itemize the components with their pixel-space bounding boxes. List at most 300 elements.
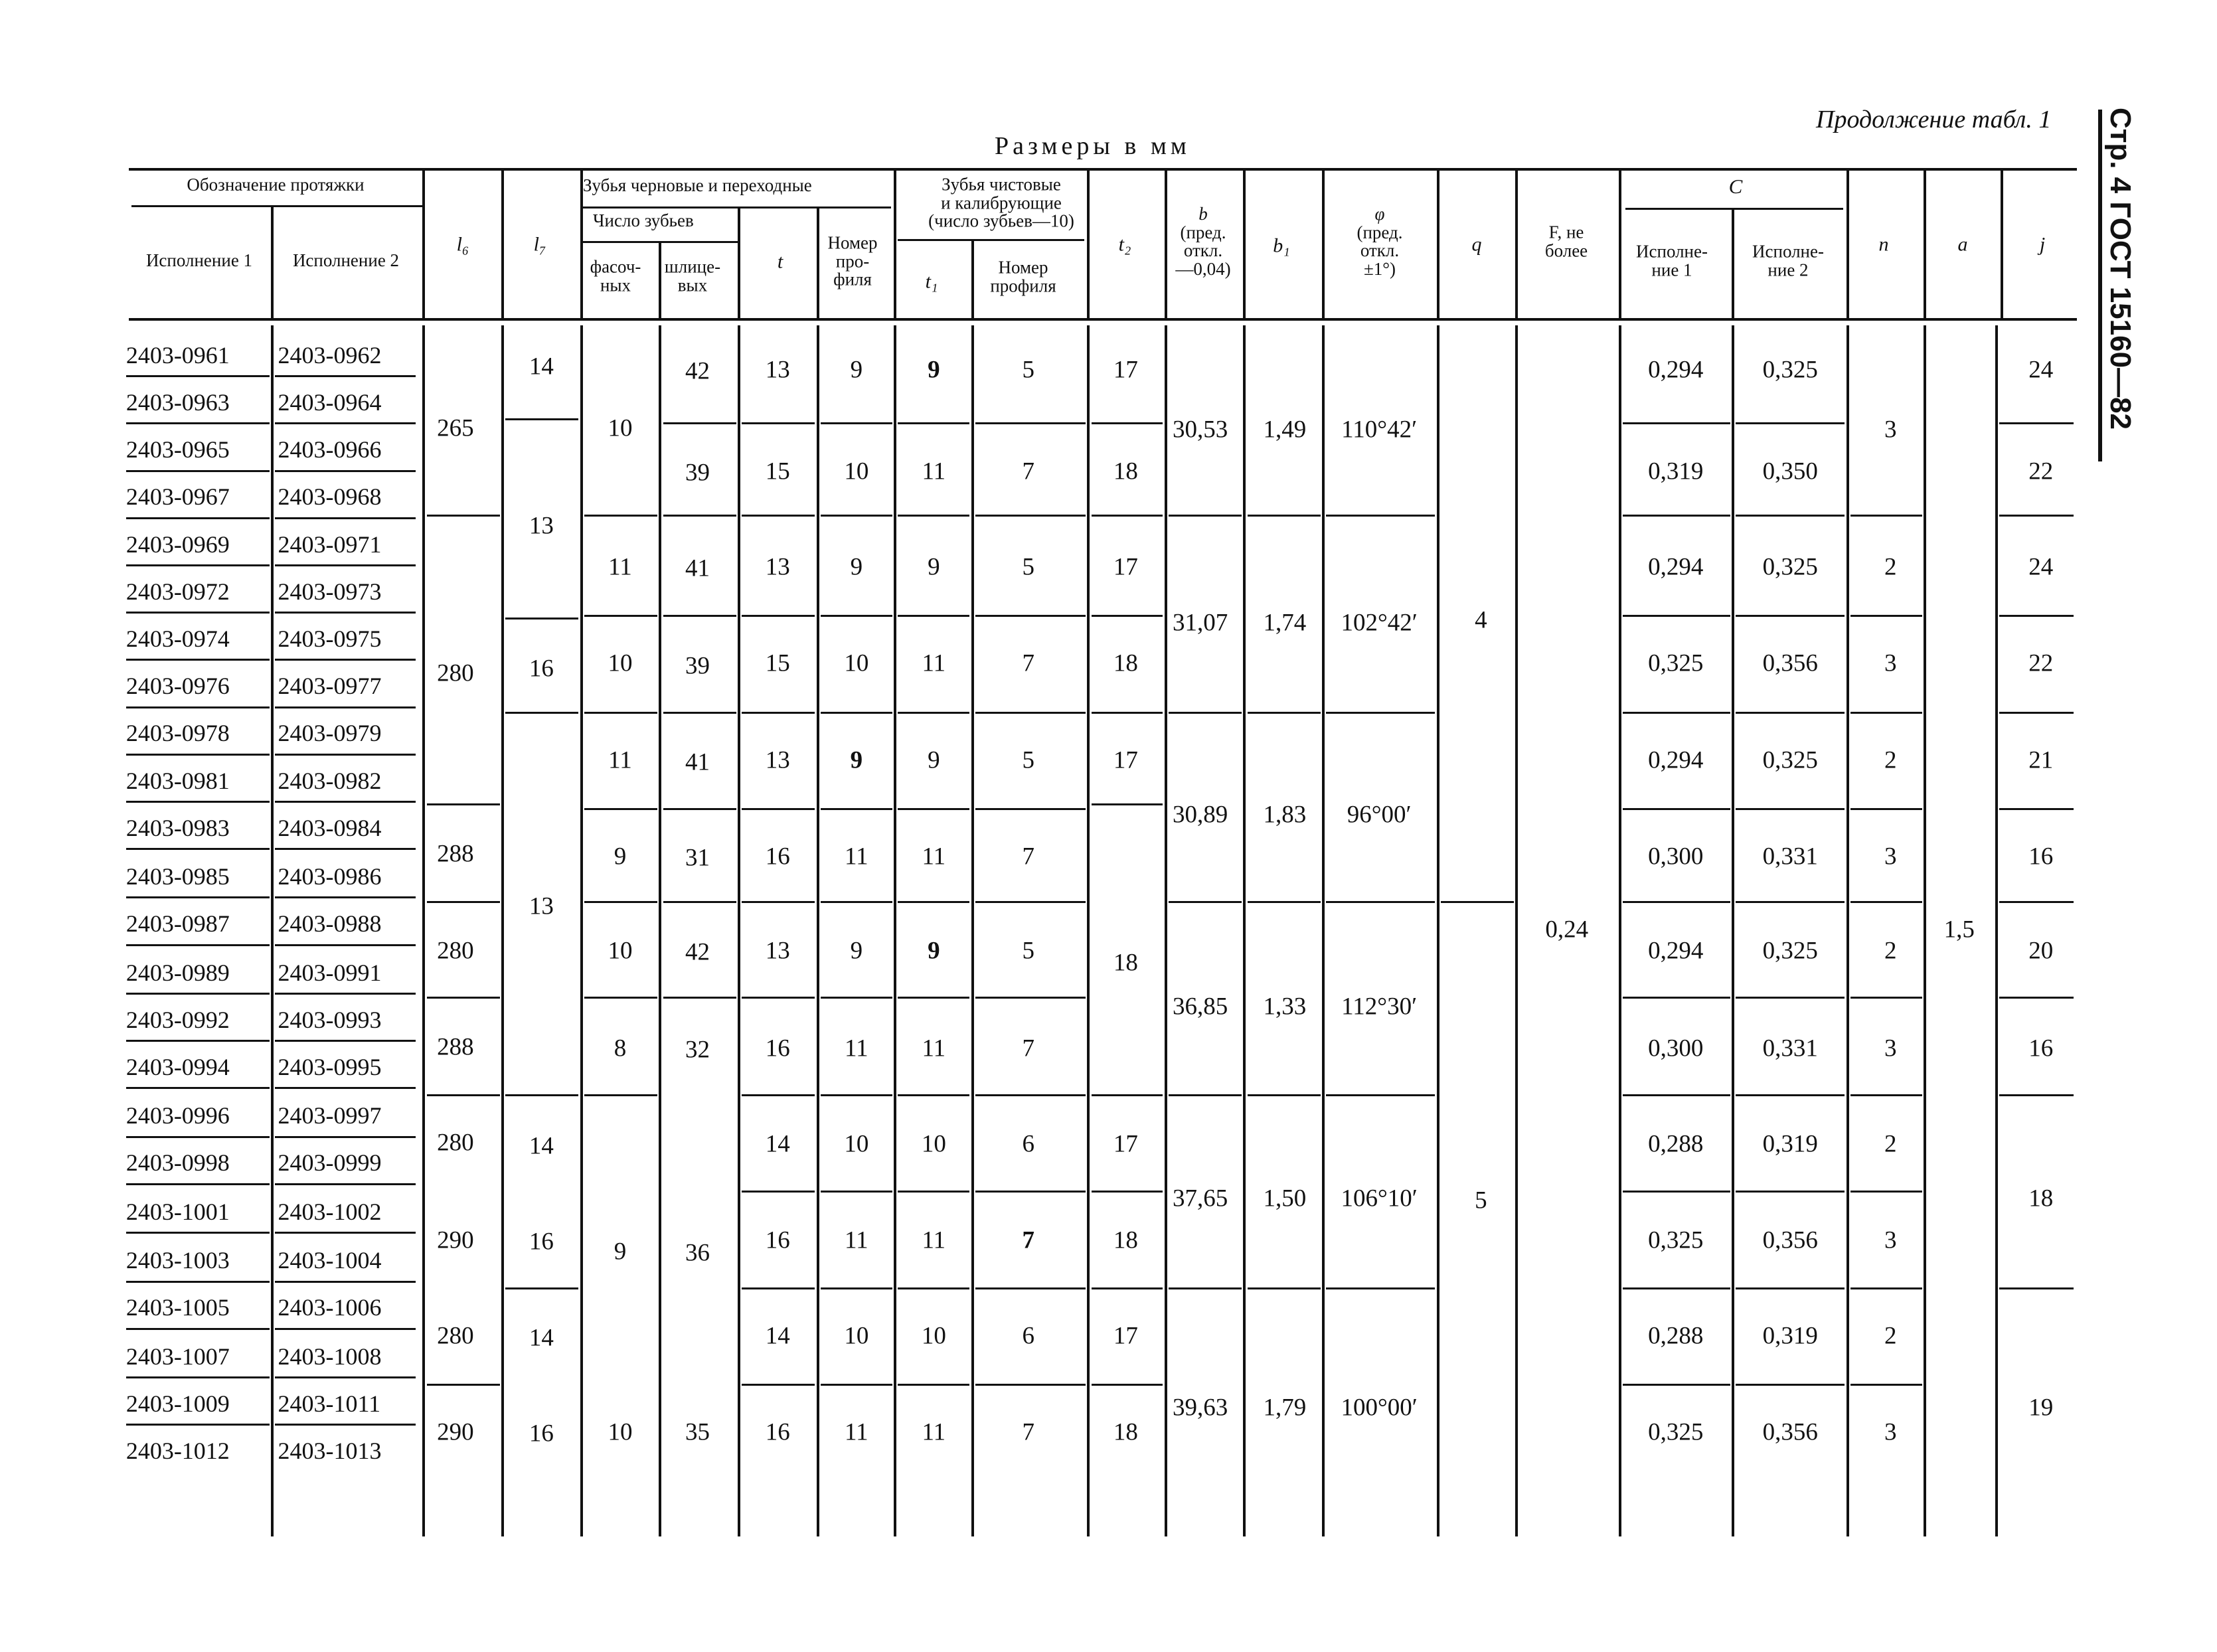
j-separator: [1999, 1287, 2074, 1289]
q-separator: [1441, 901, 1514, 903]
designation-exec2: 2403-0971: [278, 531, 382, 558]
profile-number-header: [827, 234, 877, 289]
header-column-rule: [1924, 169, 1926, 319]
a-header: a: [1957, 233, 1968, 256]
t-separator: [742, 515, 815, 517]
l6-separator: [427, 997, 500, 999]
fasoch-separator: [584, 1094, 657, 1096]
j-value: 22: [2028, 649, 2054, 677]
t2-value: 18: [1113, 1418, 1138, 1446]
t-separator: [742, 808, 815, 810]
j-separator: [1999, 997, 2074, 999]
c-exec1-header-line2: ние 1: [1651, 260, 1692, 280]
l6-value: 280: [437, 659, 474, 687]
shlits-value: 42: [685, 938, 710, 966]
prof2-separator: [975, 1191, 1086, 1193]
t1-separator: [898, 1094, 969, 1096]
code1-underline: [126, 375, 270, 377]
j-header: j: [2039, 233, 2046, 256]
designation-subrule: [131, 205, 424, 207]
c2-separator: [1736, 422, 1845, 424]
profile-value: 9: [850, 937, 863, 965]
c1-value: 0,294: [1648, 553, 1704, 581]
rough-teeth-header: Зубья черновые и переходные: [583, 175, 812, 196]
prof2-separator: [975, 1094, 1086, 1096]
b1-separator: [1248, 1094, 1321, 1096]
code1-underline: [126, 1232, 270, 1234]
t1-separator: [898, 615, 969, 617]
designation-exec1: 2403-0992: [125, 1006, 230, 1033]
header-column-rule: [271, 206, 274, 319]
t2-value: 17: [1113, 553, 1138, 581]
designation-exec1: 2403-0981: [125, 767, 230, 794]
code1-underline: [126, 1328, 270, 1330]
finish-teeth-header: [928, 176, 1074, 231]
units-label: Размеры в мм: [995, 132, 1191, 160]
c1-separator: [1623, 1191, 1730, 1193]
phi-value: 110°42′: [1341, 416, 1418, 444]
c2-separator: [1736, 808, 1845, 810]
body-column-rule: [1515, 325, 1518, 1537]
prof-separator: [821, 515, 892, 517]
body-column-rule: [1243, 325, 1246, 1537]
code2-underline: [275, 659, 415, 661]
l6-separator: [427, 803, 500, 805]
c1-separator: [1623, 1384, 1730, 1386]
code2-underline: [275, 1328, 415, 1330]
code1-underline: [126, 1040, 270, 1042]
profile2-value: 7: [1022, 457, 1034, 485]
fasoch-separator: [584, 808, 657, 810]
shlits-value: 35: [685, 1418, 710, 1446]
t1-separator: [898, 808, 969, 810]
t1-separator: [898, 997, 969, 999]
c2-value: 0,356: [1762, 1226, 1818, 1254]
t2-separator: [1092, 1191, 1163, 1193]
c-exec1-header: [1636, 242, 1708, 279]
n-value: 3: [1884, 843, 1897, 870]
header-column-rule: [1087, 169, 1090, 319]
header-column-rule: [1847, 169, 1849, 319]
l7-separator: [505, 712, 578, 714]
l6-value: 288: [437, 840, 474, 868]
c2-value: 0,331: [1762, 1034, 1818, 1062]
shlits-separator: [663, 515, 736, 517]
t1-separator: [898, 1287, 969, 1289]
phi-value: 96°00′: [1347, 801, 1412, 829]
l7-separator: [505, 418, 578, 420]
prof2-separator: [975, 515, 1086, 517]
phi-header-line4: ±1°): [1363, 258, 1396, 279]
c2-value: 0,331: [1762, 843, 1818, 870]
code2-underline: [275, 612, 415, 614]
phi-header-line3: откл.: [1360, 240, 1400, 260]
profile2-value: 6: [1022, 1130, 1034, 1158]
phi-header: [1356, 205, 1402, 278]
header-column-rule: [971, 240, 974, 319]
c1-value: 0,288: [1648, 1130, 1704, 1158]
designation-exec2: 2403-1013: [278, 1438, 382, 1465]
c1-value: 0,294: [1648, 937, 1704, 965]
header-column-rule: [1322, 169, 1325, 319]
c2-separator: [1736, 1094, 1845, 1096]
profile-value: 11: [845, 1226, 868, 1254]
c2-separator: [1736, 901, 1845, 903]
code2-underline: [275, 564, 415, 566]
profile-number-header-line1: Номер: [827, 232, 878, 253]
l7-value: 14: [529, 1132, 554, 1160]
code1-underline: [126, 517, 270, 519]
t2-separator: [1092, 712, 1163, 714]
shlits-value: 39: [685, 459, 710, 487]
teeth-count-header: Число зубьев: [593, 210, 694, 231]
j-value: 19: [2028, 1394, 2054, 1422]
c1-value: 0,294: [1648, 746, 1704, 774]
header-column-rule: [738, 208, 740, 319]
profile-value: 10: [844, 1130, 869, 1158]
n-value: 2: [1884, 1322, 1897, 1350]
t1-value: 11: [922, 1418, 946, 1446]
t2-separator: [1092, 1287, 1163, 1289]
t1-value: 9: [928, 746, 940, 774]
c2-value: 0,356: [1762, 649, 1818, 677]
b1-value: 1,33: [1263, 993, 1307, 1021]
finish-header-line1: Зубья чистовые: [942, 174, 1061, 195]
c2-value: 0,356: [1762, 1418, 1818, 1446]
table-continuation-label: Продолжение табл. 1: [1816, 106, 2052, 133]
code2-underline: [275, 944, 415, 946]
header-column-rule: [580, 169, 583, 319]
t2-separator: [1092, 803, 1163, 805]
code2-underline: [275, 801, 415, 803]
l7-value: 14: [529, 353, 554, 380]
c1-separator: [1623, 422, 1730, 424]
j-separator: [1999, 901, 2074, 903]
l7-value: 16: [529, 655, 554, 683]
body-column-rule: [1732, 325, 1734, 1537]
body-column-rule: [1995, 325, 1998, 1537]
j-value: 24: [2028, 553, 2054, 581]
fasoch-value: 10: [608, 1418, 633, 1446]
l6-value: 290: [437, 1226, 474, 1254]
j-value: 16: [2028, 1034, 2054, 1062]
b-value: 30,53: [1172, 416, 1228, 444]
l7-value: 16: [529, 1228, 554, 1256]
b1-separator: [1248, 901, 1321, 903]
q-value: 4: [1475, 606, 1487, 634]
n-value: 3: [1884, 416, 1897, 444]
l7-value: 13: [529, 512, 554, 540]
code1-underline: [126, 564, 270, 566]
F-header-line2: более: [1544, 240, 1588, 260]
t2-value: 18: [1113, 949, 1138, 976]
n-separator: [1850, 1191, 1922, 1193]
prof2-separator: [975, 422, 1086, 424]
b-separator: [1169, 712, 1242, 714]
profile2-value: 7: [1022, 649, 1034, 677]
n-value: 3: [1884, 1034, 1897, 1062]
page-side-label: Стр. 4 ГОСТ 15160—82: [2104, 108, 2137, 430]
j-value: 24: [2028, 356, 2054, 383]
b-separator: [1169, 1094, 1242, 1096]
phi-value: 102°42′: [1341, 609, 1418, 637]
b-value: 36,85: [1172, 993, 1228, 1021]
designation-exec2: 2403-1011: [278, 1390, 381, 1417]
phi-header-line2: (пред.: [1356, 222, 1403, 242]
prof-separator: [821, 1384, 892, 1386]
body-column-rule: [271, 325, 274, 1537]
code1-underline: [126, 993, 270, 995]
prof-separator: [821, 901, 892, 903]
b-value: 37,65: [1172, 1185, 1228, 1212]
j-separator: [1999, 422, 2074, 424]
shlits-separator: [663, 808, 736, 810]
t-value: 14: [765, 1130, 790, 1158]
profile-value: 9: [850, 746, 863, 774]
n-separator: [1850, 1287, 1922, 1289]
c1-separator: [1623, 901, 1730, 903]
table-top-rule: [129, 168, 2077, 171]
t-separator: [742, 1287, 815, 1289]
prof2-separator: [975, 1287, 1086, 1289]
j-separator: [1999, 615, 2074, 617]
designation-exec1: 2403-0996: [125, 1102, 230, 1129]
shlits-value: 41: [685, 748, 710, 776]
l6-value: 265: [437, 414, 474, 442]
n-header: n: [1878, 233, 1889, 256]
t2-value: 17: [1113, 1322, 1138, 1350]
t1-separator: [898, 422, 969, 424]
l6-separator: [427, 1384, 500, 1386]
prof2-separator: [975, 712, 1086, 714]
designation-exec1: 2403-1001: [125, 1198, 230, 1225]
profile2-value: 5: [1022, 746, 1034, 774]
fasoch-value: 8: [614, 1034, 627, 1062]
c1-value: 0,300: [1648, 843, 1704, 870]
exec1-header: Исполнение 1: [145, 250, 253, 271]
profile-number-header-line2: про-: [835, 251, 870, 272]
c-exec1-header-line1: Исполне-: [1636, 241, 1708, 262]
t-value: 13: [765, 746, 790, 774]
designation-exec2: 2403-0986: [278, 863, 382, 890]
c2-value: 0,325: [1762, 553, 1818, 581]
c1-separator: [1623, 997, 1730, 999]
header-column-rule: [659, 242, 661, 319]
designation-exec1: 2403-0989: [125, 959, 230, 986]
code2-underline: [275, 422, 415, 424]
F-header-line1: F, не: [1548, 222, 1584, 242]
designation-exec2: 2403-0995: [278, 1053, 382, 1080]
t-value: 15: [765, 649, 790, 677]
t1-header: t₁: [925, 270, 938, 293]
header-column-rule: [1619, 169, 1621, 319]
b-separator: [1169, 515, 1242, 517]
shlits-separator: [663, 997, 736, 999]
c2-separator: [1736, 1287, 1845, 1289]
profile2-value: 5: [1022, 553, 1034, 581]
t-separator: [742, 422, 815, 424]
t1-value: 11: [922, 843, 946, 870]
fasoch-separator: [584, 615, 657, 617]
code2-underline: [275, 1281, 415, 1283]
shlits-header-line2: вых: [677, 275, 708, 295]
designation-exec1: 2403-0994: [125, 1053, 230, 1080]
prof-separator: [821, 997, 892, 999]
c-subrule: [1625, 208, 1843, 210]
t-value: 14: [765, 1322, 790, 1350]
phi-separator: [1326, 901, 1435, 903]
designation-exec2: 2403-0999: [278, 1149, 382, 1177]
t2-separator: [1092, 422, 1163, 424]
F-value: 0,24: [1545, 916, 1589, 944]
t-header: t: [777, 250, 783, 273]
c2-separator: [1736, 1191, 1845, 1193]
t1-separator: [898, 515, 969, 517]
c1-separator: [1623, 1287, 1730, 1289]
header-column-rule: [2001, 169, 2003, 319]
j-value: 20: [2028, 937, 2054, 965]
l7-separator: [505, 1094, 578, 1096]
fasoch-separator: [584, 712, 657, 714]
designation-header: Обозначение протяжки: [187, 175, 365, 195]
c1-value: 0,319: [1648, 457, 1704, 485]
body-column-rule: [817, 325, 819, 1537]
designation-exec2: 2403-0977: [278, 673, 382, 700]
shlits-separator: [663, 422, 736, 424]
j-separator: [1999, 515, 2074, 517]
code1-underline: [126, 896, 270, 898]
designation-exec2: 2403-1004: [278, 1247, 382, 1274]
designation-exec2: 2403-1008: [278, 1343, 382, 1370]
finish-teeth-subrule: [898, 239, 1084, 241]
code2-underline: [275, 754, 415, 756]
a-value: 1,5: [1943, 916, 1975, 944]
header-column-rule: [1165, 169, 1167, 319]
l7-value: 13: [529, 892, 554, 920]
phi-value: 100°00′: [1341, 1394, 1418, 1422]
code1-underline: [126, 1087, 270, 1089]
designation-exec2: 2403-0962: [278, 341, 382, 369]
body-column-rule: [971, 325, 974, 1537]
code2-underline: [275, 993, 415, 995]
b1-separator: [1248, 712, 1321, 714]
t2-value: 17: [1113, 746, 1138, 774]
body-column-rule: [659, 325, 661, 1537]
phi-separator: [1326, 712, 1435, 714]
code1-underline: [126, 801, 270, 803]
c1-value: 0,325: [1648, 1226, 1704, 1254]
designation-exec1: 2403-0983: [125, 814, 230, 841]
fasoch-value: 10: [608, 414, 633, 442]
code1-underline: [126, 612, 270, 614]
teeth-count-subrule: [583, 206, 891, 208]
fasoch-separator: [584, 997, 657, 999]
shlits-header: [665, 258, 720, 294]
profile2-value: 5: [1022, 937, 1034, 965]
phi-separator: [1326, 1287, 1435, 1289]
fasoch-value: 11: [608, 553, 632, 581]
n-separator: [1850, 1384, 1922, 1386]
header-column-rule: [1243, 169, 1246, 319]
l6-value: 280: [437, 1322, 474, 1350]
code1-underline: [126, 1281, 270, 1283]
c-exec2-header-line2: ние 2: [1767, 260, 1809, 280]
t-separator: [742, 1191, 815, 1193]
body-column-rule: [1437, 325, 1439, 1537]
t2-separator: [1092, 1384, 1163, 1386]
code2-underline: [275, 896, 415, 898]
t-value: 16: [765, 1418, 790, 1446]
c1-value: 0,300: [1648, 1034, 1704, 1062]
code1-underline: [126, 1136, 270, 1138]
b1-separator: [1248, 1287, 1321, 1289]
n-separator: [1850, 997, 1922, 999]
finish-header-line2: и калибрующие: [941, 193, 1062, 213]
c2-separator: [1736, 712, 1845, 714]
body-column-rule: [1165, 325, 1167, 1537]
n-value: 2: [1884, 553, 1897, 581]
n-value: 3: [1884, 1226, 1897, 1254]
shlits-value: 36: [685, 1239, 710, 1267]
c2-value: 0,350: [1762, 457, 1818, 485]
b-value: 30,89: [1172, 801, 1228, 829]
t2-value: 18: [1113, 649, 1138, 677]
j-separator: [1999, 712, 2074, 714]
shlits-separator: [663, 901, 736, 903]
c2-value: 0,325: [1762, 356, 1818, 383]
profile-value: 11: [845, 1418, 868, 1446]
body-column-rule: [580, 325, 583, 1537]
phi-value: 112°30′: [1341, 993, 1418, 1021]
b-header-line3: откл.: [1183, 240, 1223, 260]
fasoch-value: 9: [614, 1238, 627, 1266]
phi-separator: [1326, 1094, 1435, 1096]
profile2-value: 7: [1022, 1034, 1034, 1062]
fasoch-header-line1: фасоч-: [590, 256, 641, 277]
n-separator: [1850, 901, 1922, 903]
designation-exec2: 2403-0973: [278, 578, 382, 605]
code1-underline: [126, 754, 270, 756]
body-column-rule: [738, 325, 740, 1537]
code2-underline: [275, 1183, 415, 1185]
t1-value: 9: [928, 937, 940, 965]
designation-exec1: 2403-0961: [125, 341, 230, 369]
designation-exec2: 2403-0984: [278, 814, 382, 841]
t-separator: [742, 901, 815, 903]
fasoch-separator: [584, 901, 657, 903]
body-column-rule: [1847, 325, 1849, 1537]
profile-value: 11: [845, 843, 868, 870]
code2-underline: [275, 1040, 415, 1042]
c-exec2-header-line1: Исполне-: [1752, 241, 1824, 262]
header-column-rule: [1515, 169, 1518, 319]
header-column-rule: [894, 169, 896, 319]
l7-separator: [505, 1287, 578, 1289]
j-value: 21: [2028, 746, 2054, 774]
code2-underline: [275, 1087, 415, 1089]
shlits-value: 42: [685, 357, 710, 385]
t2-separator: [1092, 515, 1163, 517]
n-value: 3: [1884, 1418, 1897, 1446]
header-column-rule: [422, 169, 425, 319]
shlits-separator: [663, 712, 736, 714]
shlits-value: 32: [685, 1036, 710, 1064]
c2-value: 0,319: [1762, 1322, 1818, 1350]
b1-value: 1,49: [1263, 416, 1307, 444]
designation-exec1: 2403-1003: [125, 1247, 230, 1274]
n-value: 3: [1884, 649, 1897, 677]
designation-exec2: 2403-1006: [278, 1294, 382, 1321]
